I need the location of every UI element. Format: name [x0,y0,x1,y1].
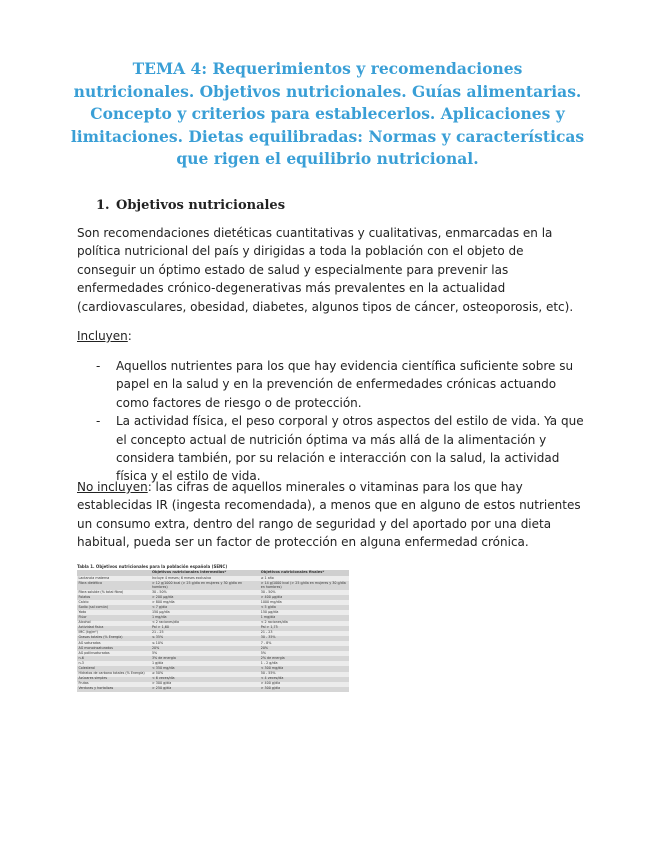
table-cell: Lactancia materna [77,576,150,581]
table-cell: > 14 g/1000 kcal (> 25 g/día en mujeres y 30 g/día en hombres) [259,581,349,590]
table-header-cell: Objetivos nutricionales intermedios* [150,570,259,576]
table-cell: 150 µg/día [259,610,349,615]
table-cell: Calcio [77,600,150,605]
table-cell: Yodo [77,610,150,615]
table-cell: IMC (kg/m²) [77,631,150,636]
table-cell: < 2 raciones/día [150,621,259,626]
table-cell: AG poliinsaturados [77,651,150,656]
table-cell: Flúor [77,615,150,620]
table-row [77,581,349,590]
table-cell: AG monoinsaturados [77,646,150,651]
table-body [77,576,349,692]
list-item [96,357,584,412]
bullet-dash: - [96,414,101,429]
table-cell: 5% [150,651,259,656]
section-heading [96,198,285,213]
table-cell: ≥ 50% [150,672,259,677]
intro-paragraph: Son recomendaciones dietéticas cuantitativas y cualitativas, enmarcadas en la política nutricional del país y dirigidas a toda la población con el objeto de conseguir un óptimo estado de salud y especialmente para prevenir las enfermedades crónico-degenerativas más prevalentes en la actualidad (cardiovasculares, obesidad, diabetes, algunos tipos de cáncer, osteoporosis, etc). [77,226,574,314]
table-cell: 20% [150,646,259,651]
table-cell: 30 - 50% [259,590,349,595]
excludes-label: No incluyen [77,480,148,494]
list-item-text: Aquellos nutrientes para los que hay evidencia científica suficiente sobre su papel en la salud y en la prevención de enfermedades crónicas actuando como factores de riesgo o de protección. [116,359,574,410]
table-cell: Azúcares simples [77,677,150,682]
table-cell: > 250 g/día [150,687,259,692]
page-title: TEMA 4: Requerimientos y recomendaciones nutricionales. Objetivos nutricionales. Guías alimentarias. Concepto y criterios para establecerlos. Aplicaciones y limitaciones. Dietas equilibradas: Normas y características que rigen el equilibrio nutricional. [70,59,585,168]
table-cell: > 300 g/día [259,687,349,692]
table-cell: 30 - 35% [259,636,349,641]
list-item-text: La actividad física, el peso corporal y otros aspectos del estilo de vida. Ya que el concepto actual de nutrición óptima va más allá de la alimentación y considera también, por su relación e interacción con la salud, la actividad física y el estilo de vida. [116,414,584,484]
table-cell: ≤ 35% [150,636,259,641]
table-cell: 2% de energía [259,656,349,661]
excludes-paragraph [77,478,582,552]
table-cell: Pal > 1,60 [150,626,259,631]
table-cell: Pal > 1,75 [259,626,349,631]
table-cell: 1 g/día [150,661,259,666]
table-cell: Actividad física [77,626,150,631]
table-cell: Colesterol [77,666,150,671]
table-cell: < 5 g/día [259,605,349,610]
table-cell: 21 - 23 [259,631,349,636]
table-cell: 1 - 2 g/día [259,661,349,666]
table-cell: > 400 µg/día [259,595,349,600]
table-cell: Frutas [77,682,150,687]
table-cell: > 200 µg/día [150,595,259,600]
table-cell: < 4 veces/día [259,677,349,682]
table-cell: > 800 mg/día [150,600,259,605]
includes-list [96,357,584,486]
table-cell: 150 µg/día [150,610,259,615]
table-cell: 3% de energía [150,656,259,661]
table-cell: Fibra soluble (% total fibra) [77,590,150,595]
table-cell: Grasas totales (% Energía) [77,636,150,641]
table-header-cell: Objetivos nutricionales finales* [259,570,349,576]
table-cell: Hidratos de carbono totales (% Energía) [77,672,150,677]
table-cell: Fibra dietética [77,581,150,590]
table-cell: n-6 [77,656,150,661]
table-cell: 21 - 25 [150,631,259,636]
table-cell: < 6 veces/día [150,677,259,682]
table-cell: 5% [259,651,349,656]
nutrition-table [77,570,349,692]
table-cell: Folatos [77,595,150,600]
table-cell: 1 mg/día [259,615,349,620]
excludes-text: : las cifras de aquellos minerales o vitaminas para los que hay establecidas IR (ingesta recomendada), a menos que en alguno de estos nutrientes un consumo extra, dentro del rango de seguridad y del aportado por una dieta habitual, pueda ser un factor de protección en alguna enfermedad crónica. [77,480,581,550]
table-cell: n-3 [77,661,150,666]
nutrition-table-image [77,564,349,814]
table-cell: > 12 g/1000 kcal (> 25 g/día en mujeres y 30 g/día en hombres) [150,581,259,590]
includes-colon: : [127,329,132,343]
table-cell: Alcohol [77,621,150,626]
table-cell: Verduras y hortalizas [77,687,150,692]
table-cell: AG saturados [77,641,150,646]
table-cell: Sodio (sal común) [77,605,150,610]
table-cell: < 300 mg/día [259,666,349,671]
section-heading-text: Objetivos nutricionales [116,198,286,213]
table-cell: > 300 g/día [150,682,259,687]
table-cell: ≥ 1 año [259,576,349,581]
table-cell: 30 - 50% [150,590,259,595]
table-cell: 20% [259,646,349,651]
table-cell: > 400 g/día [259,682,349,687]
table-cell: < 2 raciones/día [259,621,349,626]
table-row [77,687,349,692]
table-cell: ≤ 10% [150,641,259,646]
includes-label [77,327,582,345]
table-cell: Incluye 4 meses; 6 meses exclusiva [150,576,259,581]
list-item [96,412,584,486]
table-cell: 1 mg/día [150,615,259,620]
section-number: 1. [96,198,110,213]
table-cell: 7 - 8% [259,641,349,646]
table-cell: < 7 g/día [150,605,259,610]
bullet-dash: - [96,359,101,373]
table-caption: Tabla 1. Objetivos nutricionales para la población española (SENC) [77,564,228,569]
includes-label-text: Incluyen [77,329,128,343]
table-cell: < 350 mg/día [150,666,259,671]
table-cell: 1000 mg/día [259,600,349,605]
table-cell: 50 - 55% [259,672,349,677]
